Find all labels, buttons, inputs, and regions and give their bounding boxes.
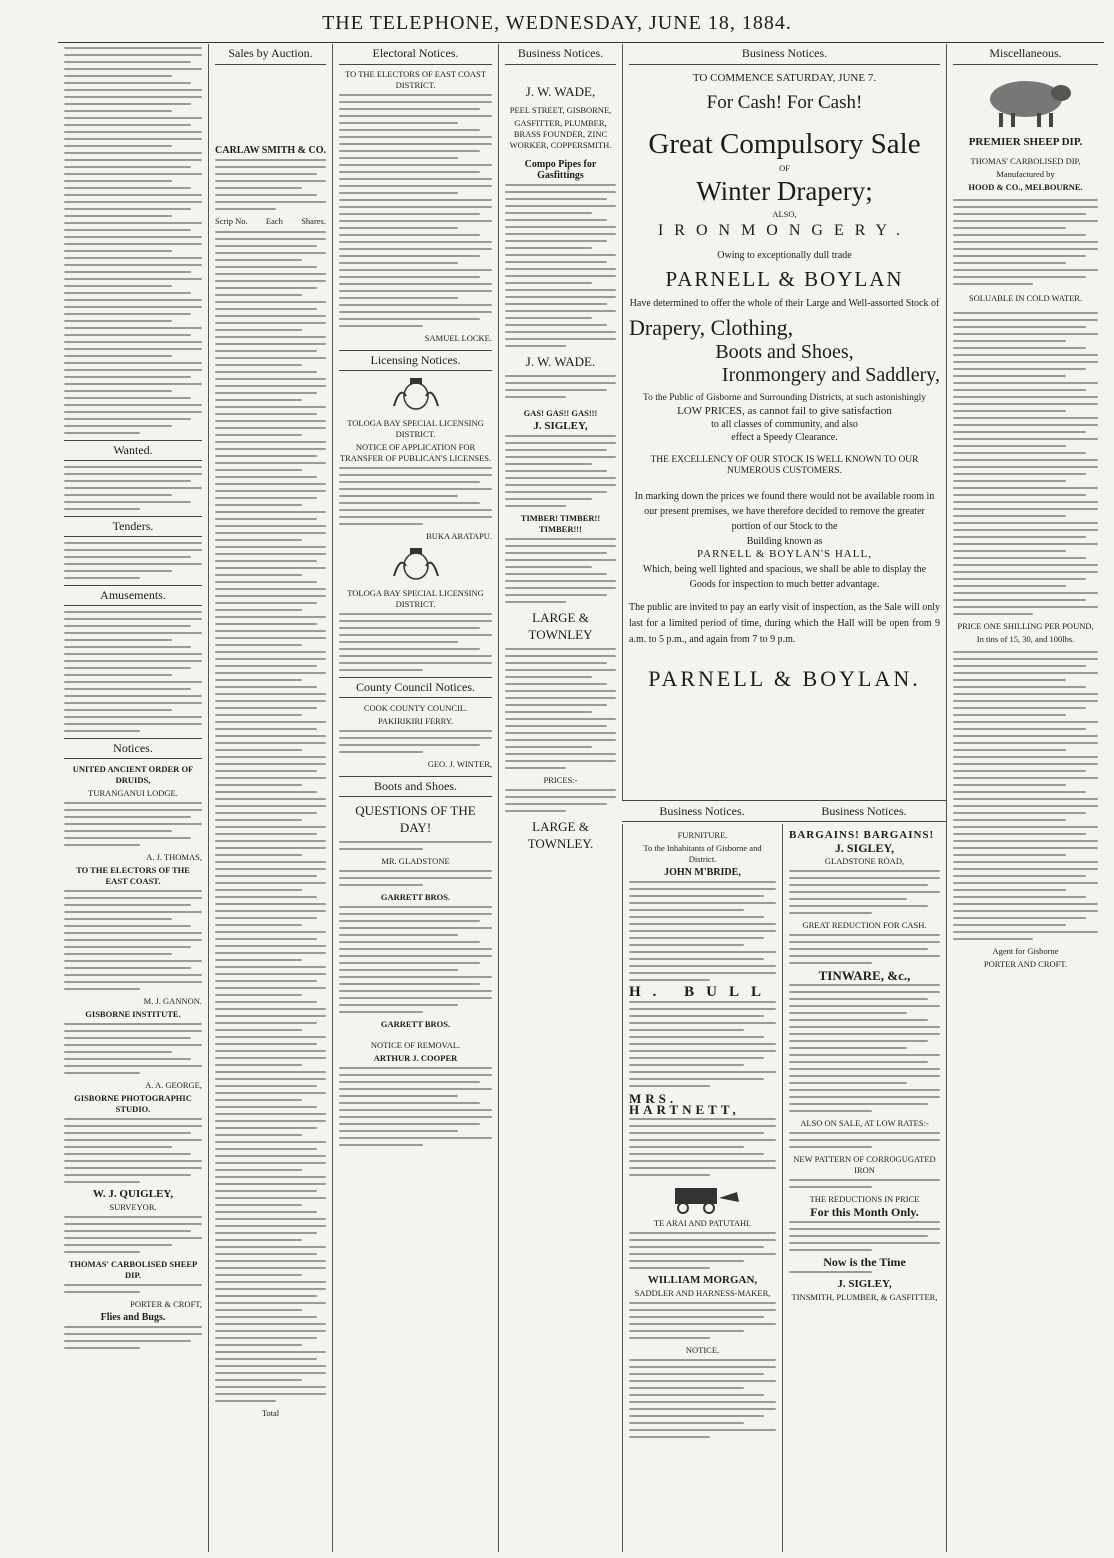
cook-council: COOK COUNTY COUNCIL. <box>363 703 468 713</box>
auctioneer-name: CARLAW SMITH & CO. <box>215 145 326 156</box>
column-5a <box>622 824 782 1552</box>
column-3 <box>332 44 498 1552</box>
section-heading: Tenders. <box>64 516 202 537</box>
hood-co: HOOD & CO., MELBOURNE. <box>968 182 1083 192</box>
questions-title: QUESTIONS OF THE DAY! <box>355 803 476 835</box>
text-block <box>629 1359 776 1438</box>
prices-heading: PRICES:- <box>543 775 578 785</box>
gas-heading: GAS! GAS!! GAS!!! <box>523 408 598 418</box>
text-block <box>64 466 202 510</box>
electors-title: TO THE ELECTORS OF THE EAST COAST. <box>76 865 190 886</box>
notice-heading: NOTICE. <box>685 1345 720 1355</box>
text-block <box>64 542 202 579</box>
wade-trade: GASFITTER, PLUMBER, BRASS FOUNDER, ZINC WORKER, COPPERSMITH. <box>509 118 612 150</box>
text-block <box>64 1326 202 1349</box>
wade-address: PEEL STREET, GISBORNE, <box>509 105 612 115</box>
text-block <box>339 1067 492 1146</box>
text-block <box>64 47 202 434</box>
bull-name: H. BULL <box>629 984 774 1000</box>
hall-name: PARNELL & BOYLAN'S HALL, <box>697 548 872 560</box>
pattern-heading: NEW PATTERN OF CORROGUGATED IRON <box>793 1154 936 1175</box>
application-title: NOTICE OF APPLICATION FOR TRANSFER OF PUBLICAN'S LICENSES. <box>339 442 492 463</box>
column-heading: Business Notices. <box>782 800 946 822</box>
sheep-icon <box>971 69 1081 133</box>
section-heading: Boots and Shoes. <box>339 776 492 797</box>
garrett-bros: GARRETT BROS. <box>380 1019 451 1029</box>
mbride-name: JOHN M'BRIDE, <box>664 867 741 878</box>
column-heading: Electoral Notices. <box>339 44 492 65</box>
large-townley: LARGE & TOWNLEY <box>528 610 593 642</box>
column-heading: Miscellaneous. <box>953 44 1098 65</box>
tins-line: In tins of 15, 30, and 100lbs. <box>976 634 1075 644</box>
photo-studio-title: GISBORNE PHOTOGRAPHIC STUDIO. <box>74 1093 192 1114</box>
morgan-name: WILLIAM MORGAN, <box>647 1274 758 1286</box>
effect-line: effect a Speedy Clearance. <box>731 432 838 443</box>
text-block <box>64 802 202 846</box>
text-block <box>64 611 202 732</box>
low-prices: LOW PRICES, as cannot fail to give satisfaction <box>677 405 892 417</box>
quigley-subtitle: SURVEYOR. <box>109 1202 157 1212</box>
sigley-name: J. SIGLEY, <box>834 841 895 855</box>
hartnett-name: MRS. HARTNETT, <box>629 1091 740 1117</box>
excellency-line: THE EXCELLENCY OF OUR STOCK IS WELL KNOWN TO OUR NUMEROUS CUSTOMERS. <box>650 455 919 476</box>
text-block <box>64 1284 202 1293</box>
table-total: Total <box>261 1408 280 1418</box>
shares-table <box>215 231 326 1402</box>
timber-heading: TIMBER! TIMBER!! TIMBER!!! <box>520 513 601 534</box>
gladstone-road: GLADSTONE ROAD, <box>824 856 905 866</box>
owing-line: Owing to exceptionally dull trade <box>717 250 852 261</box>
wade-name: J. W. WADE, <box>525 84 596 99</box>
text-block <box>629 1302 776 1339</box>
public-line: To the Public of Gisborne and Surrounding Districts, at such astonishingly <box>643 393 926 403</box>
large-townley-footer: LARGE & TOWNLEY. <box>527 819 594 851</box>
soluable-heading: SOLUABLE IN COLD WATER. <box>968 293 1083 303</box>
also-line: ALSO, <box>772 209 797 219</box>
section-heading: Wanted. <box>64 440 202 461</box>
have-determined: Have determined to offer the whole of their Large and Well-assorted Stock of <box>629 298 940 309</box>
winter-drapery: Winter Drapery; <box>696 176 873 206</box>
price-heading: PRICE ONE SHILLING PER POUND, <box>957 621 1094 631</box>
also-on-sale: ALSO ON SALE, AT LOW RATES:- <box>800 1118 929 1128</box>
te-arai-heading: TE ARAI AND PATUTAHI. <box>653 1218 752 1228</box>
compo-pipes: Compo Pipes for Gasfittings <box>524 159 597 181</box>
thomas-dip: THOMAS' CARBOLISED DIP, <box>970 156 1081 166</box>
porter-croft-signature: PORTER & CROFT, <box>130 1299 202 1309</box>
ironmongery-saddlery: Ironmongery and Saddlery, <box>721 364 940 386</box>
text-block <box>505 789 616 812</box>
column-4 <box>498 44 622 1552</box>
agent-line: Agent for Gisborne <box>992 946 1059 956</box>
reduction-heading: GREAT REDUCTION FOR CASH. <box>802 920 927 930</box>
text-block <box>339 613 492 671</box>
text-block <box>789 1179 940 1188</box>
royal-crest-icon <box>386 376 446 414</box>
drapery-clothing: Drapery, Clothing, <box>629 315 794 340</box>
text-block <box>505 184 616 347</box>
table-header: Scrip No. Each Shares. <box>215 216 326 226</box>
text-block <box>629 1118 776 1176</box>
druids-subtitle: TURANGANUI LODGE. <box>88 788 178 798</box>
morgan-trade: SADDLER AND HARNESS-MAKER, <box>634 1288 771 1298</box>
column-6 <box>946 44 1104 1552</box>
building-line: Building known as <box>746 536 823 547</box>
column-heading: Sales by Auction. <box>215 44 326 65</box>
text-block <box>215 159 326 210</box>
druids-signature: A. J. THOMAS, <box>146 852 202 862</box>
of-line: OF <box>779 163 790 173</box>
ferry-title: PAKIRIKIRI FERRY. <box>377 716 454 726</box>
boots-shoes: Boots and Shoes, <box>715 341 854 363</box>
now-is-time: Now is the Time <box>823 1255 906 1269</box>
text-block <box>953 312 1098 615</box>
text-block <box>789 984 940 1112</box>
text-block <box>629 1232 776 1269</box>
public-invite: The public are invited to pay an early visit of inspection, as the Sale will only last for a limited period of time, during which the Hall will be open from 9 a.m. to 5 p.m., and again from 7 to 9 p.m. <box>629 602 940 645</box>
ironmongery: IRONMONGERY. <box>657 222 912 239</box>
sigley-footer: J. SIGLEY, <box>837 1278 892 1290</box>
gannon-signature: M. J. GANNON. <box>143 996 202 1006</box>
masthead: THE TELEPHONE, WEDNESDAY, JUNE 18, 1884. <box>322 12 792 34</box>
text-block <box>64 1216 202 1253</box>
section-heading: Notices. <box>64 738 202 759</box>
text-block <box>789 1221 940 1251</box>
for-cash: For Cash! For Cash! <box>706 92 863 113</box>
section-heading: County Council Notices. <box>339 677 492 698</box>
column-5b <box>782 824 946 1552</box>
text-block <box>339 467 492 525</box>
text-block <box>789 1271 940 1273</box>
column-2 <box>208 44 332 1552</box>
text-block <box>505 538 616 603</box>
text-block <box>64 1023 202 1074</box>
locke-signature: SAMUEL LOCKE. <box>424 333 492 343</box>
removal-title: NOTICE OF REMOVAL. <box>370 1040 461 1050</box>
text-block <box>505 375 616 398</box>
text-block <box>629 1001 776 1087</box>
sigley-name: J. SIGLEY, <box>533 420 588 432</box>
classes-line: to all classes of community, and also <box>711 419 858 430</box>
text-block <box>339 870 492 886</box>
hall-description: Which, being well lighted and spacious, we shall be able to display the Goods for inspection to much better advantage. <box>642 564 927 590</box>
coach-icon <box>663 1182 743 1214</box>
text-block <box>789 934 940 964</box>
royal-crest-icon <box>386 546 446 584</box>
flies-title: Flies and Bugs. <box>100 1312 166 1323</box>
text-block <box>953 651 1098 940</box>
text-block <box>64 890 202 990</box>
institute-signature: A. A. GEORGE, <box>145 1080 202 1090</box>
garrett-bros: GARRETT BROS. <box>380 892 451 902</box>
column-heading: Business Notices. <box>629 44 940 65</box>
text-block <box>953 199 1098 285</box>
tologa-district: TOLOGA BAY SPECIAL LICENSING DISTRICT. <box>347 418 484 439</box>
text-block <box>64 1118 202 1183</box>
winter-signature: GEO. J. WINTER, <box>427 759 492 769</box>
bargains-heading: BARGAINS! BARGAINS! <box>789 829 935 841</box>
compulsory-sale: Great Compulsory Sale <box>648 128 921 160</box>
reductions-heading: THE REDUCTIONS IN PRICE <box>809 1194 920 1204</box>
text-block <box>789 1132 940 1148</box>
parnell-boylan: PARNELL & BOYLAN <box>665 267 904 291</box>
cooper-name: ARTHUR J. COOPER <box>373 1053 458 1063</box>
quigley-title: W. J. QUIGLEY, <box>92 1188 174 1200</box>
text-block <box>505 435 616 507</box>
text-block <box>505 648 616 769</box>
sheep-dip-title: THOMAS' CARBOLISED SHEEP DIP. <box>68 1259 198 1280</box>
tologa-district: TOLOGA BAY SPECIAL LICENSING DISTRICT. <box>347 588 484 609</box>
section-heading: Amusements. <box>64 585 202 606</box>
text-block <box>629 881 776 981</box>
furniture-heading: FURNITURE. <box>677 830 728 840</box>
gladstone-heading: MR. GLADSTONE <box>381 856 450 866</box>
porter-croft: PORTER AND CROFT. <box>983 959 1068 969</box>
text-block <box>339 94 492 327</box>
marking-paragraph: In marking down the prices we found there would not be available room in our present premises, we have therefore decided to remove the greater portion of our Stock to the <box>634 491 935 532</box>
text-block <box>339 906 492 1013</box>
masthead-rule <box>58 42 1104 43</box>
column-heading: Business Notices. <box>505 44 616 65</box>
column-5-wide <box>622 44 946 800</box>
column-heading: Business Notices. <box>622 800 782 822</box>
month-only: For this Month Only. <box>810 1205 919 1219</box>
column-1 <box>58 44 208 1552</box>
institute-title: GISBORNE INSTITUTE. <box>85 1009 181 1019</box>
commence-line: TO COMMENCE SATURDAY, JUNE 7. <box>692 72 877 84</box>
parnell-boylan-footer: PARNELL & BOYLAN. <box>648 666 921 691</box>
sigley-trade: TINSMITH, PLUMBER, & GASFITTER, <box>791 1292 938 1302</box>
tinware-heading: TINWARE, &c., <box>818 968 911 983</box>
premier-sheep-dip: PREMIER SHEEP DIP. <box>968 136 1083 148</box>
section-heading: Licensing Notices. <box>339 350 492 371</box>
inhabitants-line: To the Inhabitants of Gisborne and District. <box>643 843 762 864</box>
text-block <box>339 730 492 753</box>
electoral-intro: TO THE ELECTORS OF EAST COAST DISTRICT. <box>345 69 486 90</box>
text-block <box>339 841 492 850</box>
buka-signature: BUKA ARATAPU. <box>426 531 492 541</box>
druids-title: UNITED ANCIENT ORDER OF DRUIDS, <box>72 764 194 785</box>
wade-name-footer: J. W. WADE. <box>525 354 596 369</box>
manufactured-by: Manufactured by <box>996 169 1055 179</box>
text-block <box>789 870 940 914</box>
